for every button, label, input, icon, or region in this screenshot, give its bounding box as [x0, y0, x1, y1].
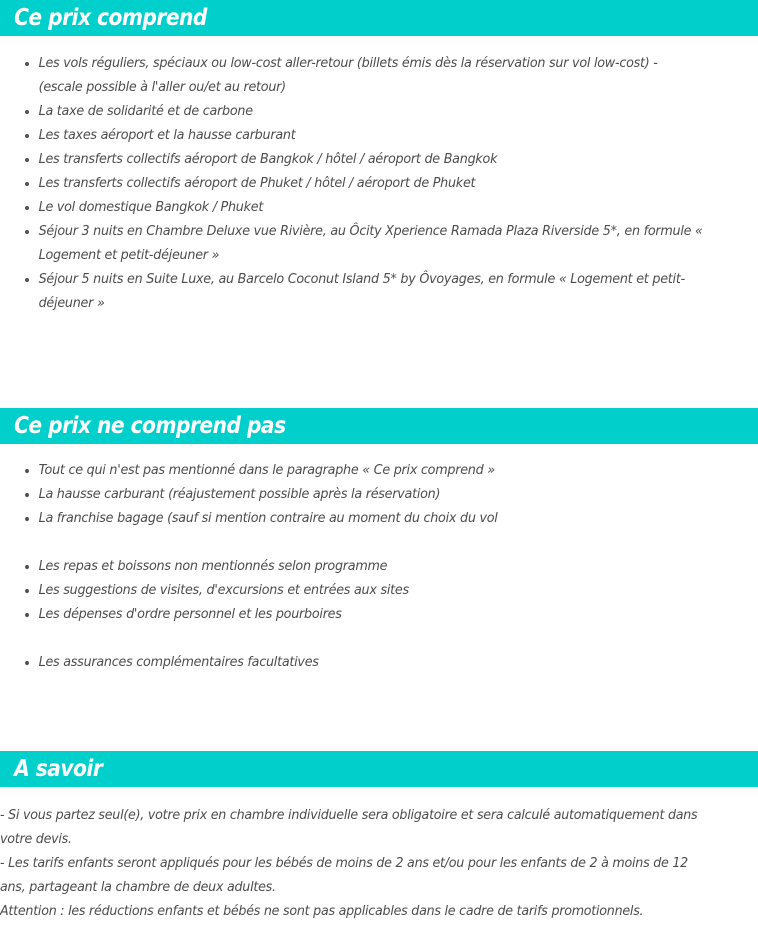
- list-item-text: La taxe de solidarité et de carbone: [38, 104, 253, 119]
- list-item: [0, 555, 731, 579]
- list-item: [0, 651, 731, 675]
- list-item: [0, 100, 731, 124]
- list-item-text: Les dépenses d'ordre personnel et les pourboires: [38, 607, 342, 622]
- list-item-text: Séjour 5 nuits en Suite Luxe, au Barcelo Coconut Island 5* by Ôvoyages, en formule « Logement et petit-déjeuner »: [38, 272, 685, 311]
- list-item-text: Les vols réguliers, spéciaux ou low-cost aller-retour (billets émis dès la réservation sur vol low-cost) - (escale possible à l'aller ou/et au retour): [38, 56, 658, 95]
- included-list: [0, 52, 758, 316]
- section-title-good-to-know: A savoir: [14, 756, 103, 782]
- good-to-know-notes: [0, 804, 756, 924]
- list-item: [0, 52, 731, 100]
- section-header-not-included: [0, 408, 758, 444]
- list-item-text: Séjour 3 nuits en Chambre Deluxe vue Rivière, au Ôcity Xperience Ramada Plaza Riverside 5*, en formule « Logement et petit-déjeuner »: [38, 224, 703, 263]
- note-line: Attention : les réductions enfants et bébés ne sont pas applicables dans le cadre de tarifs promotionnels.: [0, 904, 644, 919]
- section-header-included: [0, 0, 758, 36]
- section-title-not-included: Ce prix ne comprend pas: [14, 413, 286, 439]
- list-item-text: Les transferts collectifs aéroport de Bangkok / hôtel / aéroport de Bangkok: [38, 152, 498, 167]
- list-item: [0, 124, 731, 148]
- list-item: [0, 196, 731, 220]
- list-item: [0, 507, 731, 531]
- note-line: - Si vous partez seul(e), votre prix en chambre individuelle sera obligatoire et sera calculé automatiquement dans votre devis.: [0, 808, 698, 847]
- list-item-text: La hausse carburant (réajustement possible après la réservation): [38, 487, 441, 502]
- list-item: [0, 603, 731, 627]
- list-item: [0, 483, 731, 507]
- list-item-text: Les repas et boissons non mentionnés selon programme: [38, 559, 388, 574]
- list-item: [0, 220, 731, 268]
- list-item: [0, 148, 731, 172]
- section-title-included: Ce prix comprend: [14, 5, 207, 31]
- list-item-text: Les taxes aéroport et la hausse carburant: [38, 128, 296, 143]
- list-item-text: La franchise bagage (sauf si mention contraire au moment du choix du vol: [38, 511, 498, 526]
- not-included-list: [0, 459, 758, 675]
- list-item: [0, 268, 731, 316]
- list-item-text: Tout ce qui n'est pas mentionné dans le paragraphe « Ce prix comprend »: [38, 463, 495, 478]
- list-item-text: Le vol domestique Bangkok / Phuket: [38, 200, 264, 215]
- list-item: [0, 579, 731, 603]
- note-line: - Les tarifs enfants seront appliqués pour les bébés de moins de 2 ans et/ou pour les enfants de 2 à moins de 12 ans, partageant la chambre de deux adultes.: [0, 856, 688, 895]
- section-header-good-to-know: [0, 751, 758, 787]
- list-item-text: Les suggestions de visites, d'excursions et entrées aux sites: [38, 583, 409, 598]
- list-item-text: Les transferts collectifs aéroport de Phuket / hôtel / aéroport de Phuket: [38, 176, 476, 191]
- list-item-text: Les assurances complémentaires facultatives: [38, 655, 319, 670]
- list-item: [0, 459, 731, 483]
- list-item: [0, 172, 731, 196]
